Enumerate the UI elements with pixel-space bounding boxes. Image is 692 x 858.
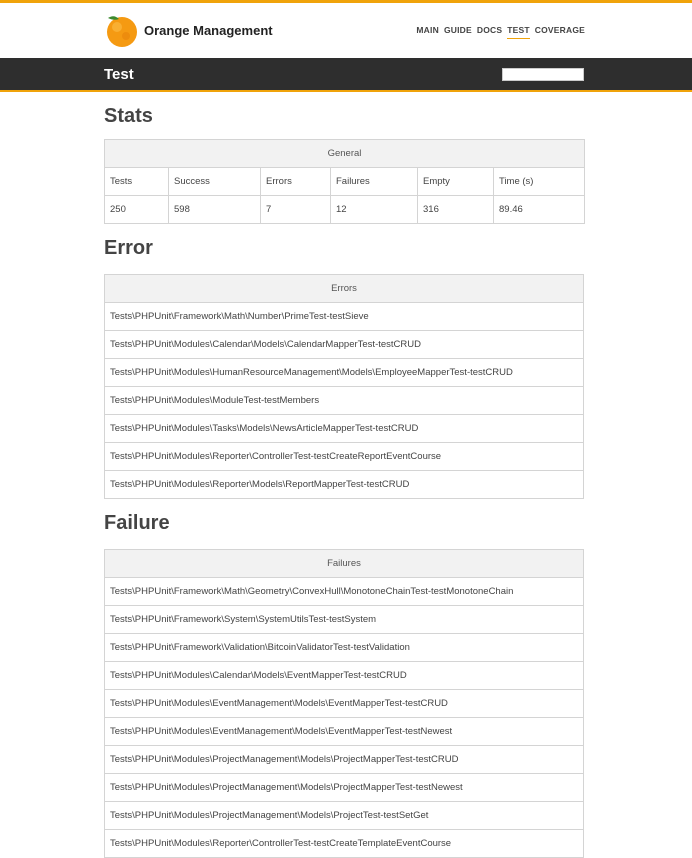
- nav-main[interactable]: MAIN: [416, 25, 439, 35]
- failure-item: Tests\PHPUnit\Framework\Validation\BitcoinValidatorTest-testValidation: [105, 634, 584, 662]
- error-item: Tests\PHPUnit\Modules\ModuleTest-testMembers: [105, 387, 584, 415]
- failure-item: Tests\PHPUnit\Framework\System\SystemUtilsTest-testSystem: [105, 606, 584, 634]
- failures-table: [104, 549, 584, 858]
- table-row: [105, 746, 584, 774]
- col-empty: Empty: [418, 168, 494, 196]
- nav-docs[interactable]: DOCS: [476, 25, 503, 35]
- col-errors: Errors: [261, 168, 331, 196]
- col-failures: Failures: [331, 168, 418, 196]
- table-row: [105, 634, 584, 662]
- table-row: [105, 774, 584, 802]
- stats-table-title: General: [105, 140, 585, 168]
- orange-logo-icon[interactable]: [104, 12, 140, 48]
- col-tests: Tests: [105, 168, 169, 196]
- error-heading: Error: [104, 237, 153, 259]
- stats-heading: Stats: [104, 105, 153, 127]
- failure-item: Tests\PHPUnit\Modules\ProjectManagement\Models\ProjectMapperTest-testNewest: [105, 774, 584, 802]
- brand-name[interactable]: Orange Management: [144, 23, 273, 38]
- errors-table-title: Errors: [105, 275, 584, 303]
- error-item: Tests\PHPUnit\Modules\Calendar\Models\CalendarMapperTest-testCRUD: [105, 331, 584, 359]
- failure-item: Tests\PHPUnit\Modules\EventManagement\Models\EventMapperTest-testNewest: [105, 718, 584, 746]
- error-item: Tests\PHPUnit\Framework\Math\Number\PrimeTest-testSieve: [105, 303, 584, 331]
- failure-item: Tests\PHPUnit\Modules\Reporter\ControllerTest-testCreateTemplateEventCourse: [105, 830, 584, 858]
- failure-heading: Failure: [104, 512, 170, 534]
- nav-guide[interactable]: GUIDE: [443, 25, 472, 35]
- main-content: [104, 104, 584, 858]
- table-row: [105, 690, 584, 718]
- table-row: [105, 443, 584, 471]
- table-row: [105, 830, 584, 858]
- table-row: [105, 578, 584, 606]
- error-item: Tests\PHPUnit\Modules\Reporter\Models\ReportMapperTest-testCRUD: [105, 471, 584, 499]
- value-empty: 316: [418, 196, 494, 224]
- title-band: [0, 58, 692, 92]
- table-row: [105, 387, 584, 415]
- table-row: [105, 331, 584, 359]
- value-tests: 250: [105, 196, 169, 224]
- stats-table: [104, 139, 585, 224]
- value-success: 598: [169, 196, 261, 224]
- site-header: [0, 3, 692, 58]
- table-row: [105, 415, 584, 443]
- table-row: [105, 802, 584, 830]
- col-time: Time (s): [494, 168, 585, 196]
- failure-item: Tests\PHPUnit\Framework\Math\Geometry\ConvexHull\MonotoneChainTest-testMonotoneChain: [105, 578, 584, 606]
- error-item: Tests\PHPUnit\Modules\Tasks\Models\NewsArticleMapperTest-testCRUD: [105, 415, 584, 443]
- main-nav: [416, 25, 585, 39]
- nav-coverage[interactable]: COVERAGE: [534, 25, 585, 35]
- failure-item: Tests\PHPUnit\Modules\ProjectManagement\Models\ProjectMapperTest-testCRUD: [105, 746, 584, 774]
- table-row: [105, 303, 584, 331]
- error-item: Tests\PHPUnit\Modules\HumanResourceManagement\Models\EmployeeMapperTest-testCRUD: [105, 359, 584, 387]
- page-title: Test: [104, 66, 134, 83]
- table-row: [105, 662, 584, 690]
- value-failures: 12: [331, 196, 418, 224]
- table-row: [105, 471, 584, 499]
- search-input[interactable]: [502, 68, 584, 81]
- col-success: Success: [169, 168, 261, 196]
- table-row: [105, 718, 584, 746]
- failure-item: Tests\PHPUnit\Modules\EventManagement\Models\EventMapperTest-testCRUD: [105, 690, 584, 718]
- errors-table: [104, 274, 584, 499]
- value-errors: 7: [261, 196, 331, 224]
- failure-item: Tests\PHPUnit\Modules\Calendar\Models\EventMapperTest-testCRUD: [105, 662, 584, 690]
- failure-item: Tests\PHPUnit\Modules\ProjectManagement\Models\ProjectTest-testSetGet: [105, 802, 584, 830]
- table-row: [105, 606, 584, 634]
- failures-table-title: Failures: [105, 550, 584, 578]
- error-item: Tests\PHPUnit\Modules\Reporter\ControllerTest-testCreateReportEventCourse: [105, 443, 584, 471]
- stats-header-row: [105, 168, 585, 196]
- table-row: [105, 359, 584, 387]
- stats-value-row: [105, 196, 585, 224]
- value-time: 89.46: [494, 196, 585, 224]
- nav-test[interactable]: TEST: [507, 25, 530, 39]
